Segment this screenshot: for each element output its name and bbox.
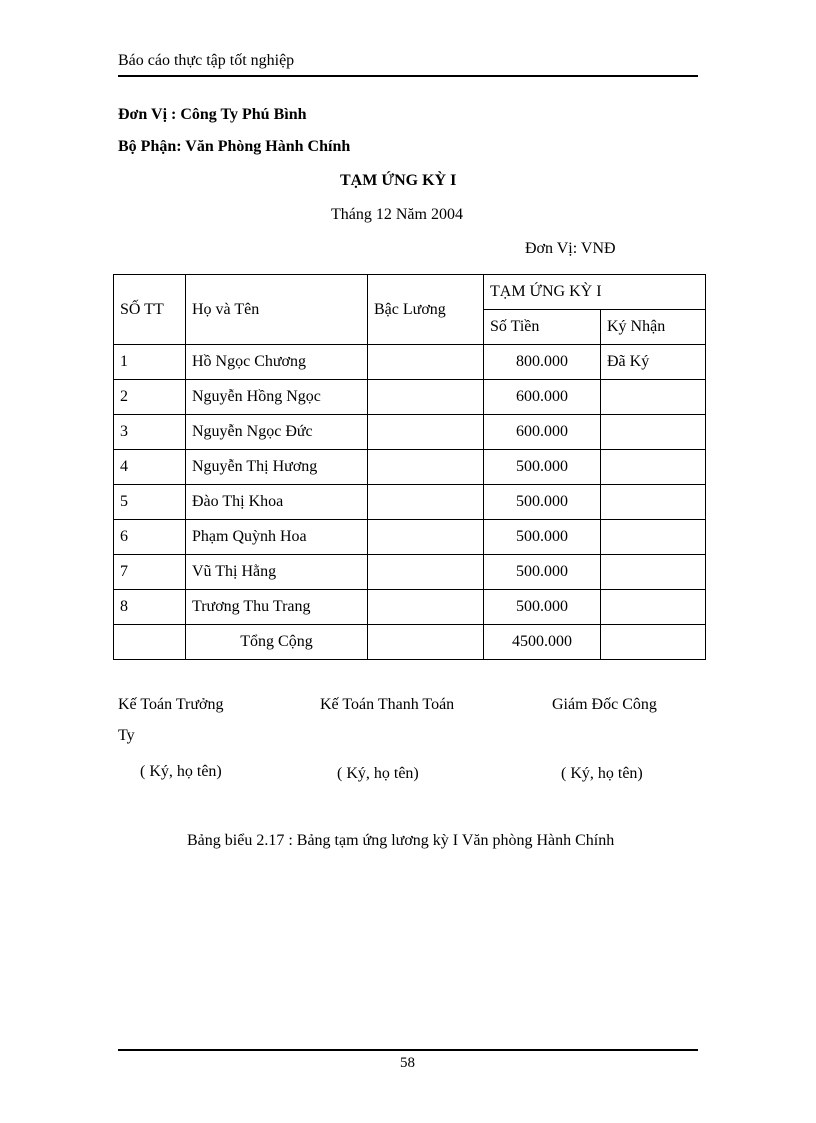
cell-amount: 500.000	[484, 555, 601, 590]
cell-salary-grade	[368, 450, 484, 485]
cell-salary-grade	[368, 485, 484, 520]
table-row	[114, 590, 706, 625]
cell-amount: 500.000	[484, 450, 601, 485]
cell-salary-grade	[368, 520, 484, 555]
sign-hint-1: ( Ký, họ tên)	[140, 763, 222, 780]
cell-sign	[601, 485, 706, 520]
cell-salary-grade	[368, 555, 484, 590]
header-salary-grade: Bậc Lương	[368, 275, 484, 345]
director-label-wrap: Ty	[118, 727, 135, 744]
cell-stt: 3	[114, 415, 186, 450]
currency-unit: Đơn Vị: VNĐ	[525, 240, 616, 257]
cell-sign: Đã Ký	[601, 345, 706, 380]
cell-salary-grade	[368, 345, 484, 380]
document-title: TẠM ỨNG KỲ I	[340, 172, 457, 189]
cell-amount: 800.000	[484, 345, 601, 380]
page-number: 58	[400, 1055, 415, 1071]
total-sign	[601, 625, 706, 660]
header-stt: SỐ TT	[114, 275, 186, 345]
table-row	[114, 415, 706, 450]
cell-name: Nguyễn Thị Hương	[186, 450, 368, 485]
cell-stt: 8	[114, 590, 186, 625]
cell-amount: 600.000	[484, 380, 601, 415]
cell-sign	[601, 520, 706, 555]
cell-amount: 500.000	[484, 590, 601, 625]
cell-salary-grade	[368, 415, 484, 450]
cell-name: Nguyễn Hồng Ngọc	[186, 380, 368, 415]
total-empty	[114, 625, 186, 660]
cell-name: Đào Thị Khoa	[186, 485, 368, 520]
cell-stt: 6	[114, 520, 186, 555]
table-row	[114, 520, 706, 555]
cell-sign	[601, 415, 706, 450]
cell-stt: 5	[114, 485, 186, 520]
cell-stt: 2	[114, 380, 186, 415]
table-row	[114, 450, 706, 485]
cell-stt: 7	[114, 555, 186, 590]
cell-name: Nguyễn Ngọc Đức	[186, 415, 368, 450]
cell-salary-grade	[368, 590, 484, 625]
sign-hint-2: ( Ký, họ tên)	[337, 765, 419, 782]
header-amount: Số Tiền	[484, 310, 601, 345]
advance-table	[113, 274, 706, 660]
cell-stt: 4	[114, 450, 186, 485]
cell-amount: 500.000	[484, 485, 601, 520]
header-row	[114, 275, 706, 310]
header-sign: Ký Nhận	[601, 310, 706, 345]
table-row	[114, 345, 706, 380]
cell-sign	[601, 380, 706, 415]
cell-name: Vũ Thị Hằng	[186, 555, 368, 590]
department-line: Bộ Phận: Văn Phòng Hành Chính	[118, 138, 351, 155]
cell-amount: 500.000	[484, 520, 601, 555]
table-caption: Bảng biểu 2.17 : Bảng tạm ứng lương kỳ I Văn phòng Hành Chính	[187, 832, 615, 849]
header-rule	[118, 75, 698, 77]
table-row	[114, 380, 706, 415]
cell-amount: 600.000	[484, 415, 601, 450]
total-grade	[368, 625, 484, 660]
sign-hint-3: ( Ký, họ tên)	[561, 765, 643, 782]
cell-name: Trương Thu Trang	[186, 590, 368, 625]
footer-rule	[118, 1049, 698, 1051]
director-label: Giám Đốc Công	[552, 696, 657, 713]
cell-stt: 1	[114, 345, 186, 380]
table-row	[114, 555, 706, 590]
cell-sign	[601, 555, 706, 590]
chief-accountant-label: Kế Toán Trưởng	[118, 696, 224, 713]
cell-name: Phạm Quỳnh Hoa	[186, 520, 368, 555]
header-group: TẠM ỨNG KỲ I	[484, 275, 706, 310]
payment-accountant-label: Kế Toán Thanh Toán	[320, 696, 455, 713]
total-amount: 4500.000	[484, 625, 601, 660]
cell-name: Hồ Ngọc Chương	[186, 345, 368, 380]
header-name: Họ và Tên	[186, 275, 368, 345]
table-row	[114, 485, 706, 520]
cell-salary-grade	[368, 380, 484, 415]
total-row	[114, 625, 706, 660]
cell-sign	[601, 590, 706, 625]
unit-line: Đơn Vị : Công Ty Phú Bình	[118, 106, 307, 123]
period: Tháng 12 Năm 2004	[331, 206, 463, 223]
running-header: Báo cáo thực tập tốt nghiệp	[118, 52, 295, 69]
cell-sign	[601, 450, 706, 485]
table-body	[114, 345, 706, 625]
total-label: Tổng Cộng	[186, 625, 368, 660]
